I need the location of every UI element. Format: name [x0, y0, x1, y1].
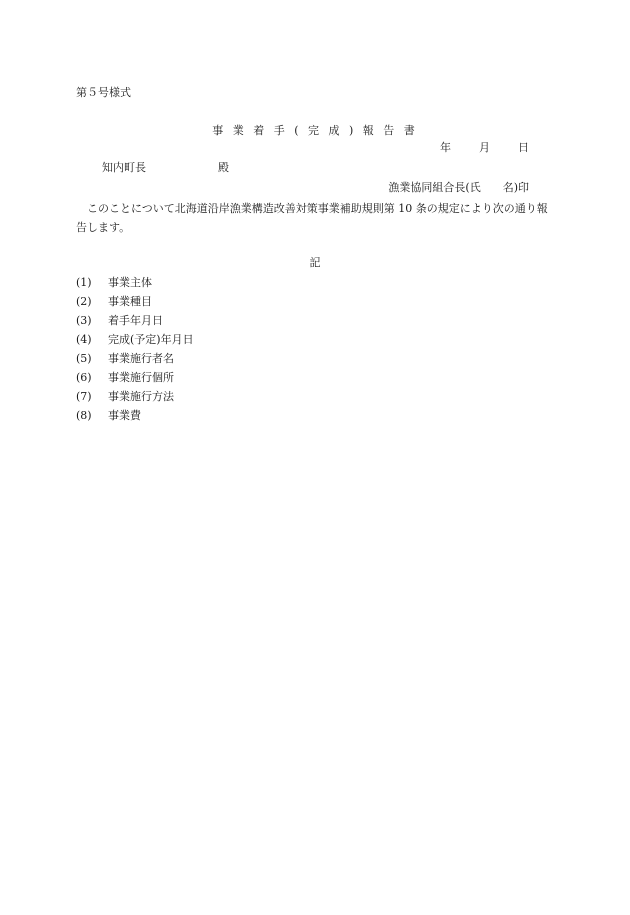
addressee-line	[102, 162, 229, 173]
item-number: (5)	[76, 352, 92, 365]
body-paragraph: このことについて北海道沿岸漁業構造改善対策事業補助規則第 10 条の規定により次の通り報告します。	[76, 202, 548, 234]
list-item	[76, 410, 194, 429]
addressee-honorific: 殿	[218, 161, 229, 174]
date-line	[440, 142, 529, 153]
ki-heading: 記	[309, 256, 321, 269]
document-title: 事 業 着 手 ( 完 成 ) 報 告 書	[212, 124, 418, 137]
list-item	[76, 296, 194, 315]
list-item	[76, 391, 194, 410]
list-item	[76, 372, 194, 391]
date-month-label: 月	[479, 141, 490, 154]
item-number: (2)	[76, 295, 92, 308]
item-label: 事業種目	[108, 295, 152, 308]
item-number: (4)	[76, 333, 92, 346]
item-label: 事業施行者名	[108, 352, 174, 365]
addressee-name: 知内町長	[102, 161, 146, 174]
item-label: 事業施行個所	[108, 371, 174, 384]
list-item	[76, 334, 194, 353]
item-label: 完成(予定)年月日	[108, 333, 194, 346]
list-item	[76, 315, 194, 334]
item-list	[76, 277, 194, 429]
item-number: (1)	[76, 276, 92, 289]
item-label: 事業主体	[108, 276, 152, 289]
item-number: (8)	[76, 409, 92, 422]
item-number: (7)	[76, 390, 92, 403]
item-number: (3)	[76, 314, 92, 327]
date-year-label: 年	[440, 141, 451, 154]
form-number: 第５号様式	[76, 86, 131, 99]
sender-line	[388, 182, 529, 193]
list-item	[76, 353, 194, 372]
item-label: 事業費	[108, 409, 141, 422]
item-label: 着手年月日	[108, 314, 163, 327]
date-day-label: 日	[518, 141, 529, 154]
list-item	[76, 277, 194, 296]
item-label: 事業施行方法	[108, 390, 174, 403]
sender-org: 漁業協同組合長(氏	[388, 181, 481, 194]
item-number: (6)	[76, 371, 92, 384]
sender-name-seal: 名)印	[502, 181, 529, 194]
